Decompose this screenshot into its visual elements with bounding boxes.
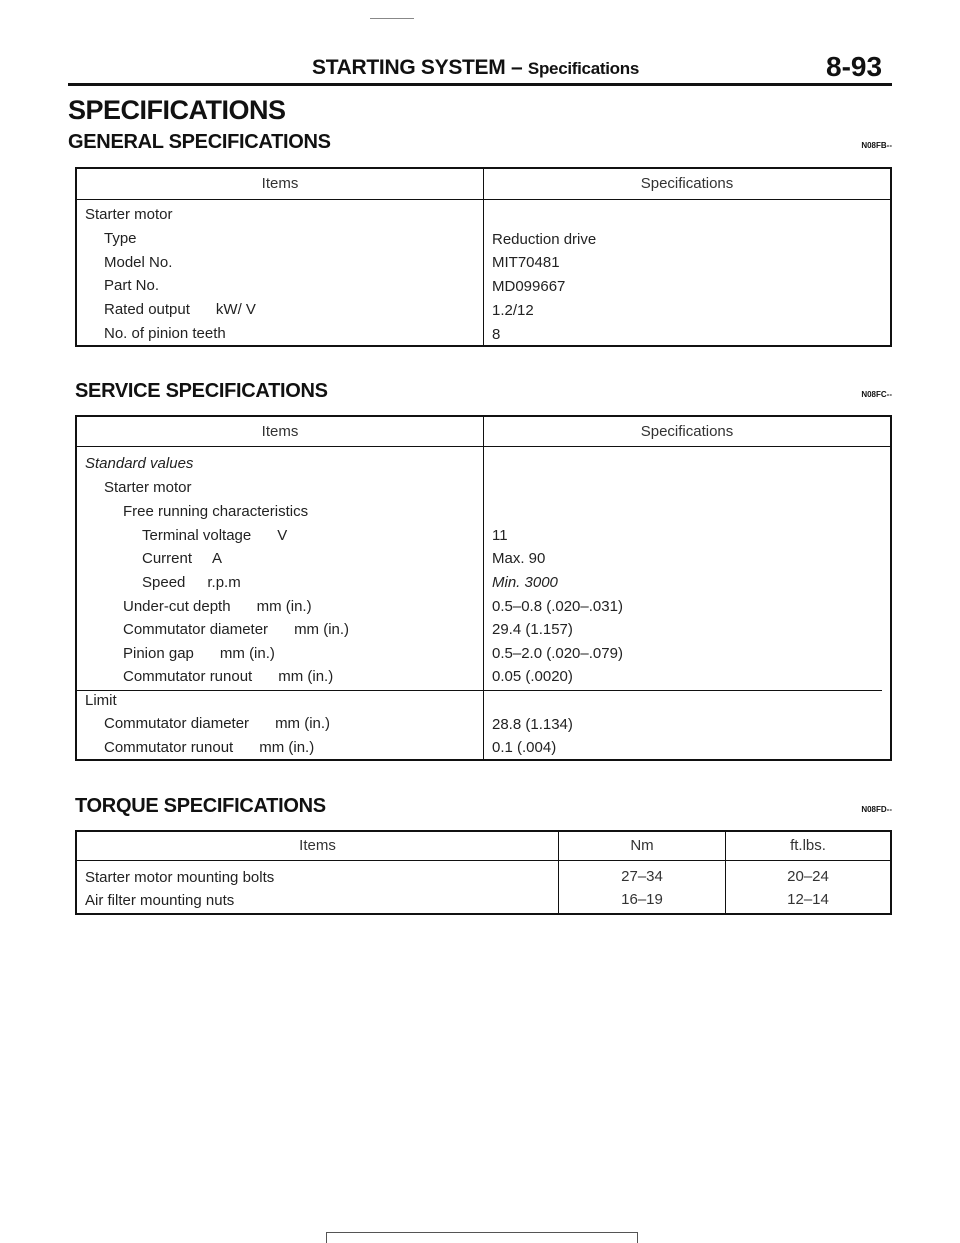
service-row-label-text: Commutator diameter	[104, 715, 250, 732]
service-row-label: Standard values	[85, 455, 194, 472]
general-row-label: Type	[104, 230, 137, 247]
service-row-value: 28.8 (1.134)	[492, 716, 573, 733]
service-row-label-text: Current	[142, 550, 193, 567]
general-row-value: 1.2/12	[492, 302, 534, 319]
torque-row-nm: 27–34	[621, 868, 663, 885]
torque-row-nm: 16–19	[621, 891, 663, 908]
service-row-value: Min. 3000	[492, 574, 558, 591]
general-row-label: Part No.	[104, 277, 160, 294]
service-row-label	[142, 574, 241, 591]
service-row-value: Max. 90	[492, 550, 546, 567]
service-row-value: 0.5–0.8 (.020–.031)	[492, 598, 623, 615]
service-row-label	[123, 598, 312, 615]
torque-specs-code: N08FD--	[861, 805, 892, 814]
general-row-value: MD099667	[492, 278, 566, 295]
torque-col-ftlbs: ft.lbs.	[790, 837, 826, 854]
general-specs-title: GENERAL SPECIFICATIONS	[68, 131, 331, 153]
torque-col-items: Items	[299, 837, 336, 854]
service-row-label-text: Under-cut depth	[123, 598, 231, 615]
torque-col-nm: Nm	[630, 837, 654, 854]
page-header-title	[312, 56, 639, 80]
header-title-sub: Specifications	[527, 59, 639, 78]
general-specs-code: N08FB--	[861, 141, 892, 150]
service-row-label	[123, 668, 333, 685]
service-row-label	[123, 645, 275, 662]
service-row-label	[104, 739, 314, 756]
general-col-items: Items	[261, 175, 299, 192]
general-row-label	[104, 301, 256, 318]
top-mark	[370, 18, 414, 19]
bottom-frame-mark	[326, 1232, 638, 1243]
service-row-label	[123, 621, 349, 638]
general-row-value: MIT70481	[492, 254, 560, 271]
service-row-value: 0.1 (.004)	[492, 739, 557, 756]
general-row-label: Starter motor	[85, 206, 173, 223]
general-row-unit: kW/ V	[215, 301, 256, 318]
service-row-unit: mm (in.)	[259, 739, 315, 756]
service-specs-title: SERVICE SPECIFICATIONS	[75, 380, 328, 402]
service-row-value: 0.5–2.0 (.020–.079)	[492, 645, 623, 662]
service-row-label-text: Pinion gap	[123, 645, 194, 662]
service-row-unit: mm (in.)	[219, 645, 275, 662]
page-number: 8-93	[826, 51, 883, 82]
service-col-items: Items	[261, 423, 299, 440]
torque-row-label: Air filter mounting nuts	[85, 892, 235, 909]
service-row-label-text: Commutator runout	[123, 668, 253, 685]
service-row-unit: mm (in.)	[278, 668, 334, 685]
service-col-specs: Specifications	[640, 423, 734, 440]
general-row-value: Reduction drive	[492, 231, 597, 248]
service-row-unit: A	[212, 550, 223, 567]
service-row-label-text: Speed	[142, 574, 186, 591]
service-row-label: Free running characteristics	[123, 503, 309, 520]
torque-row-label: Starter motor mounting bolts	[85, 869, 275, 886]
service-specs-code: N08FC--	[861, 390, 892, 399]
service-row-label	[142, 550, 222, 567]
service-row-label: Limit	[85, 692, 117, 709]
general-row-label-text: Rated output	[104, 301, 190, 318]
service-row-unit: V	[277, 527, 288, 544]
service-row-label: Starter motor	[104, 479, 192, 496]
torque-row-ftlbs: 20–24	[787, 868, 829, 885]
torque-specs-title: TORQUE SPECIFICATIONS	[75, 795, 326, 817]
general-col-specs: Specifications	[640, 175, 734, 192]
header-title-main: STARTING SYSTEM –	[312, 56, 523, 79]
service-row-unit: mm (in.)	[275, 715, 331, 732]
service-row-unit: r.p.m	[207, 574, 241, 591]
service-row-unit: mm (in.)	[256, 598, 312, 615]
general-row-label: No. of pinion teeth	[104, 325, 226, 342]
service-row-label-text: Commutator diameter	[123, 621, 269, 638]
service-specs-table	[75, 415, 892, 761]
general-specs-table	[75, 167, 892, 347]
service-row-label-text: Terminal voltage	[142, 527, 252, 544]
service-row-value: 11	[492, 527, 508, 544]
main-title: SPECIFICATIONS	[68, 95, 286, 125]
general-row-label: Model No.	[104, 254, 173, 271]
service-row-label	[142, 527, 287, 544]
service-row-label-text: Commutator runout	[104, 739, 234, 756]
torque-row-ftlbs: 12–14	[787, 891, 829, 908]
service-row-value: 29.4 (1.157)	[492, 621, 573, 638]
service-row-label	[104, 715, 330, 732]
header-rule	[68, 83, 892, 86]
general-row-value: 8	[492, 326, 501, 343]
torque-specs-table	[75, 830, 892, 915]
service-row-unit: mm (in.)	[294, 621, 350, 638]
service-row-value: 0.05 (.0020)	[492, 668, 573, 685]
